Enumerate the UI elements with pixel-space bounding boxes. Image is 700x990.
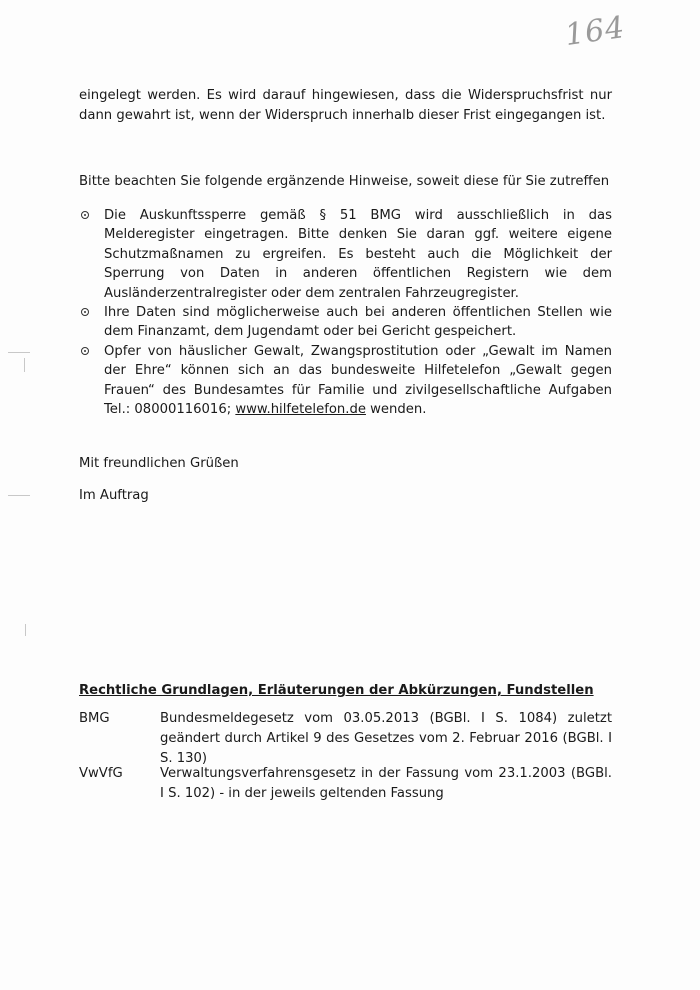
margin-mark: [8, 495, 30, 496]
bullet-icon: [81, 308, 89, 316]
closing-greeting: Mit freundlichen Grüßen: [79, 456, 239, 471]
hints-list: [79, 206, 612, 419]
hints-intro: Bitte beachten Sie folgende ergänzende Hinweise, soweit diese für Sie zutreffen: [79, 174, 610, 189]
margin-mark: [25, 624, 26, 636]
definition-description: Bundesmeldegesetz vom 03.05.2013 (BGBl. I S. 1084) zuletzt geändert durch Artikel 9 des Gesetzes vom 2. Februar 2016 (BGBl. I S. 130): [160, 711, 612, 766]
definition-abbreviation: VwVfG: [79, 766, 123, 781]
hint-suffix: wenden.: [365, 402, 427, 418]
margin-mark: [24, 358, 25, 372]
list-item: [79, 206, 612, 303]
definition-description: Verwaltungsverfahrensgesetz in der Fassung vom 23.1.2003 (BGBl. I S. 102) - in der jeweils geltenden Fassung: [160, 766, 612, 801]
signature-order: Im Auftrag: [79, 488, 149, 503]
bullet-icon: [81, 211, 89, 219]
list-item: [79, 342, 612, 420]
bullet-icon: [81, 347, 89, 355]
paragraph-objection-period: eingelegt werden. Es wird darauf hingewiesen, dass die Widerspruchsfrist nur dann gewahrt ist, wenn der Widerspruch innerhalb dieser Frist eingegangen ist.: [79, 88, 612, 123]
hilfetelefon-link[interactable]: www.hilfetelefon.de: [235, 402, 366, 418]
legal-basis-heading: Rechtliche Grundlagen, Erläuterungen der Abkürzungen, Fundstellen: [79, 683, 594, 698]
hint-text: Opfer von häuslicher Gewalt, Zwangsprostitution oder „Gewalt im Namen der Ehre“ können sich an das bundesweite Hilfetelefon „Gewalt gegen Frauen“ des Bundesamtes für Familie und zivilgesellschaftliche Aufgaben Tel.: 08000116016;: [104, 343, 612, 418]
margin-mark: [8, 352, 30, 353]
definition-abbreviation: BMG: [79, 711, 110, 726]
list-item: [79, 303, 612, 342]
hint-text: Ihre Daten sind möglicherweise auch bei anderen öffentlichen Stellen wie dem Finanzamt, dem Jugendamt oder bei Gericht gespeichert.: [104, 305, 612, 340]
handwritten-page-number: 164: [562, 9, 628, 54]
hint-text: Die Auskunftssperre gemäß § 51 BMG wird ausschließlich in das Melderegister eingetragen. Bitte denken Sie daran ggf. weitere eigene Schutzmaßnamen zu ergreifen. Es besteht auch die Möglichkeit der Sperrung von Daten in anderen öffentlichen Registern wie dem Ausländerzentralregister oder dem zentralen Fahrzeugregister.: [104, 208, 612, 301]
